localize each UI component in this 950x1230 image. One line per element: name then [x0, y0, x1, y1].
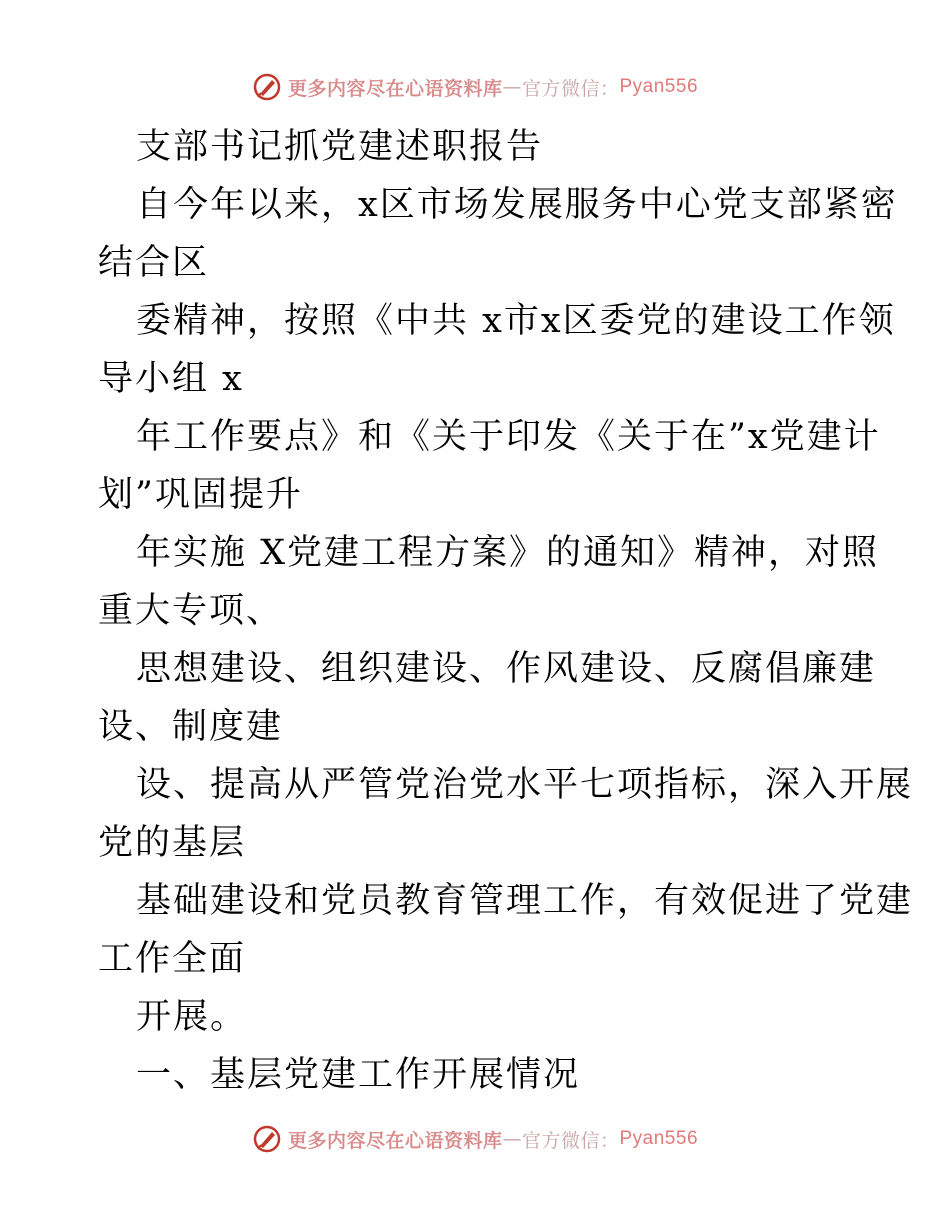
- document-line: 开展。: [136, 997, 248, 1037]
- watermark-main-text: 更多内容尽在心语资料库: [287, 77, 503, 100]
- watermark-sub-text: 官方微信：: [521, 1129, 620, 1152]
- document-line: 思想建设、组织建设、作风建设、反腐倡廉建: [136, 649, 877, 689]
- document-line: 委精神，按照《中共 x市x区委党的建设工作领: [136, 301, 896, 341]
- document-line: 自今年以来，x区市场发展服务中心党支部紧密: [136, 185, 898, 225]
- document-body: [98, 118, 914, 1104]
- watermark-sub-text: 官方微信：: [521, 77, 620, 100]
- document-line: 划”巩固提升: [98, 475, 303, 515]
- document-line: 一、基层党建工作开展情况: [136, 1055, 581, 1095]
- quill-logo-icon: [252, 72, 282, 102]
- watermark-header: [0, 72, 950, 102]
- watermark-footer: [0, 1124, 950, 1154]
- watermark-dash: —: [502, 1128, 522, 1150]
- document-line: 设、制度建: [98, 707, 284, 747]
- document-line: 年实施 X党建工程方案》的通知》精神，对照: [136, 533, 880, 573]
- document-line: 基础建设和党员教育管理工作，有效促进了党建: [136, 881, 914, 921]
- watermark-dash: —: [502, 76, 522, 98]
- watermark-id: Pyan556: [619, 76, 699, 97]
- document-line: 设、提高从严管党治党水平七项指标，深入开展: [136, 765, 914, 805]
- document-line: 年工作要点》和《关于印发《关于在”x党建计: [136, 417, 881, 457]
- document-line: 导小组 x: [98, 359, 244, 399]
- document-line: 党的基层: [98, 823, 247, 863]
- quill-logo-icon: [252, 1124, 282, 1154]
- document-line: 重大专项、: [98, 591, 284, 631]
- document-line: 工作全面: [98, 939, 247, 979]
- document-line: 支部书记抓党建述职报告: [136, 127, 544, 167]
- watermark-main-text: 更多内容尽在心语资料库: [287, 1129, 503, 1152]
- watermark-id: Pyan556: [619, 1128, 699, 1149]
- document-line: 结合区: [98, 243, 210, 283]
